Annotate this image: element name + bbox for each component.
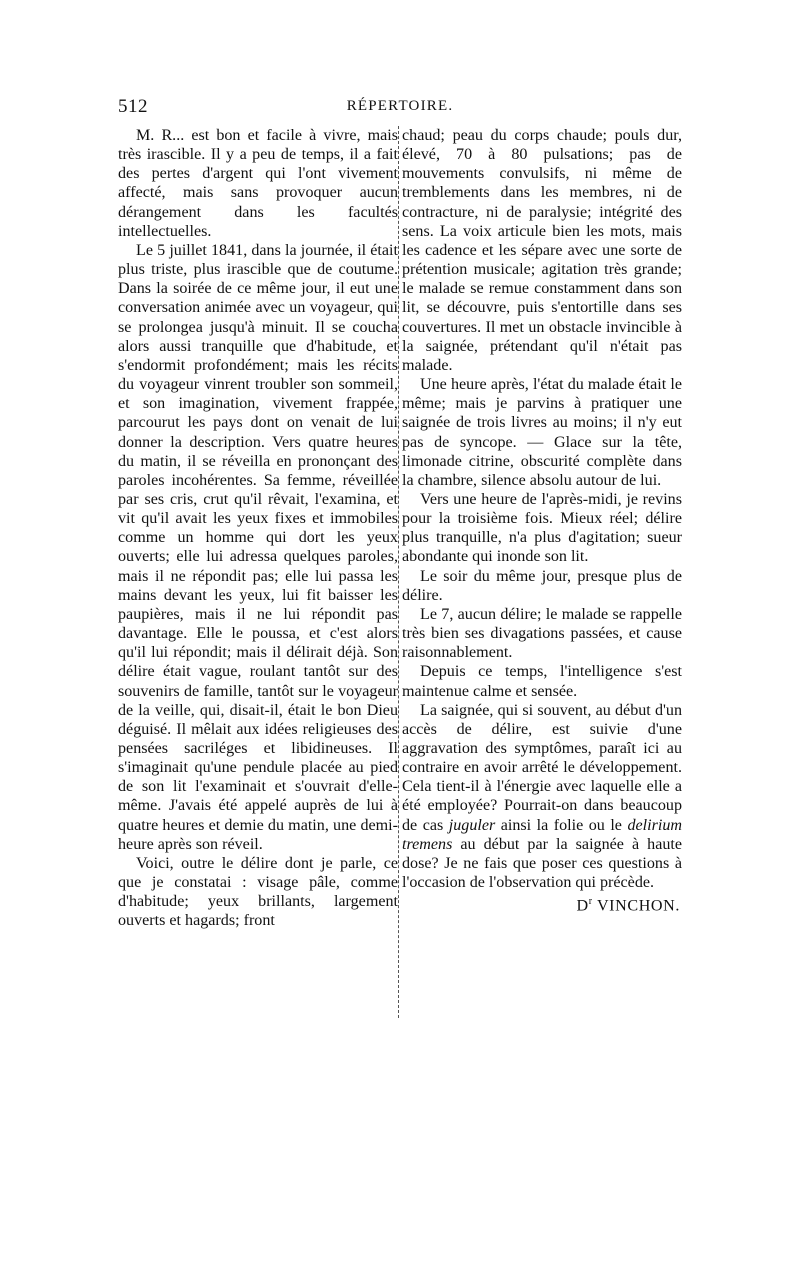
running-head: RÉPERTOIRE.	[346, 98, 454, 114]
paragraph: Une heure après, l'état du malade était le même; mais je parvins à pratiquer une saignée de trois livres au moins; il n'y eut pas de syncope. — Glace sur la tête, limonade citrine, obscurité complète dans la chambre, silence absolu autour de lui.	[402, 376, 682, 489]
signature-name: VINCHON.	[592, 897, 680, 915]
paragraph: Le 5 juillet 1841, dans la journée, il était plus triste, plus irascible que de coutume. Dans la soirée de ce même jour, il eut une conversation animée avec un voyageur, qui se prolongea jusqu'à minuit. Il se coucha alors aussi tranquille que d'habitude, et s'endormit profondément; mais les récits du voyageur vinrent troubler son sommeil, et son imagination, vivement frappée, parcourut les pays dont on venait de lui donner la description. Vers quatre heures du matin, il se réveilla en prononçant des paroles incohérentes. Sa femme, réveillée par ses cris, crut qu'il rêvait, l'examina, et vit qu'il avait les yeux fixes et immobiles comme un homme qui dort les yeux ouverts; elle lui adressa quelques paroles, mais il ne répondit pas; elle lui passa les mains devant les yeux, lui fit baisser les paupières, mais il ne lui répondit pas davantage. Elle le poussa, et c'est alors qu'il lui répondit; mais il délirait déjà. Son délire était vague, roulant tantôt sur des souvenirs de famille, tantôt sur le voyageur de la veille, qui, disait-il, était le bon Dieu déguisé. Il mêlait aux idées religieuses des pensées sacriléges et libidineuses. Il s'imaginait qu'une pendule placée au pied de son lit l'examinait et s'ouvrait d'elle-même. J'avais été appelé auprès de lui à quatre heures et demie du matin, une demi-heure après son réveil.	[118, 241, 398, 853]
right-column	[402, 126, 682, 916]
paragraph	[402, 701, 682, 893]
page-header	[118, 96, 682, 122]
italic-term: delirium tremens	[402, 816, 682, 853]
paragraph: Voici, outre le délire dont je parle, ce que je constatai : visage pâle, comme d'habitude; yeux brillants, largement ouverts et hagards; front	[118, 854, 398, 930]
paragraph: Le soir du même jour, presque plus de délire.	[402, 567, 682, 604]
signature-title: D	[576, 897, 589, 915]
text-run: au début par la saignée à haute dose? Je ne fais que poser ces questions à l'occasion de l'observation qui précède.	[402, 835, 682, 892]
signature-title-sup: r	[588, 896, 593, 908]
paragraph: Le 7, aucun délire; le malade se rappelle très bien ses divagations passées, et cause raisonnablement.	[402, 605, 682, 662]
paragraph: chaud; peau du corps chaude; pouls dur, élevé, 70 à 80 pulsations; pas de mouvements convulsifs, ni même de tremblements dans les membres, ni de contracture, ni de paralysie; intégrité des sens. La voix articule bien les mots, mais les cadence et les sépare avec une sorte de prétention musicale; agitation très grande; le malade se remue constamment dans son lit, se découvre, puis s'entortille dans ses couvertures. Il met un obstacle invincible à la saignée, prétendant qu'il n'était pas malade.	[402, 127, 682, 374]
paragraph: Depuis ce temps, l'intelligence s'est maintenue calme et sensée.	[402, 663, 682, 700]
signature	[402, 892, 682, 916]
italic-term: juguler	[448, 816, 496, 834]
left-column	[118, 126, 398, 931]
text-run: ainsi la folie ou le	[495, 816, 628, 834]
paragraph: M. R... est bon et facile à vivre, mais très irascible. Il y a peu de temps, il a fait des pertes d'argent qui l'ont vivement affecté, mais sans provoquer aucun dérangement dans les facultés intellectuelles.	[118, 127, 398, 240]
column-divider	[398, 126, 399, 1018]
paragraph: Vers une heure de l'après-midi, je revins pour la troisième fois. Mieux réel; délire plus tranquille, n'a plus d'agitation; sueur abondante qui inonde son lit.	[402, 490, 682, 566]
page-number: 512	[118, 96, 148, 117]
text-run: La saignée, qui si souvent, au début d'un accès de délire, est suivie d'une aggravation des symptômes, paraît ici au contraire en avoir arrêté le développement. Cela tient-il à l'énergie avec laquelle elle a été employée? Pourrait-on dans beaucoup de cas	[402, 701, 682, 834]
